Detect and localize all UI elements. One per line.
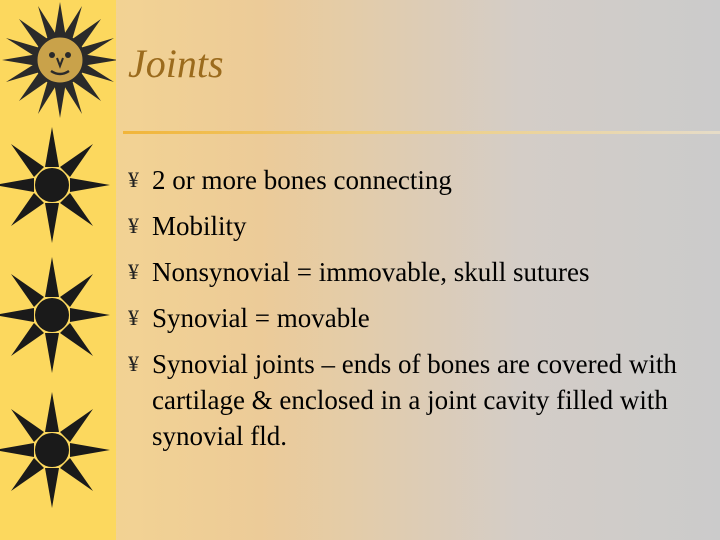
sun-face-icon <box>2 2 116 118</box>
sun-decoration-art <box>0 0 116 540</box>
bullet-text: Synovial = movable <box>152 303 370 333</box>
bullet-text: Synovial joints – ends of bones are covered with cartilage & enclosed in a joint cavity filled with synovial fld. <box>152 349 677 451</box>
bullet-marker: ¥ <box>128 259 139 284</box>
bullet-text: Nonsynovial = immovable, skull sutures <box>152 257 590 287</box>
sunburst-icon <box>0 127 110 243</box>
sunburst-icon <box>0 392 110 508</box>
bullet-list <box>128 162 718 464</box>
bullet-item <box>128 254 718 290</box>
bullet-text: 2 or more bones connecting <box>152 165 452 195</box>
bullet-marker: ¥ <box>128 305 139 330</box>
bullet-marker: ¥ <box>128 351 139 376</box>
sun-decoration-strip <box>0 0 116 540</box>
bullet-marker: ¥ <box>128 167 139 192</box>
bullet-item <box>128 208 718 244</box>
sunburst-icon <box>0 257 110 373</box>
slide-title: Joints <box>128 41 224 86</box>
bullet-item <box>128 162 718 198</box>
bullet-item <box>128 346 718 454</box>
bullet-item <box>128 300 718 336</box>
bullet-marker: ¥ <box>128 213 139 238</box>
bullet-text: Mobility <box>152 211 247 241</box>
title-divider <box>123 131 720 134</box>
